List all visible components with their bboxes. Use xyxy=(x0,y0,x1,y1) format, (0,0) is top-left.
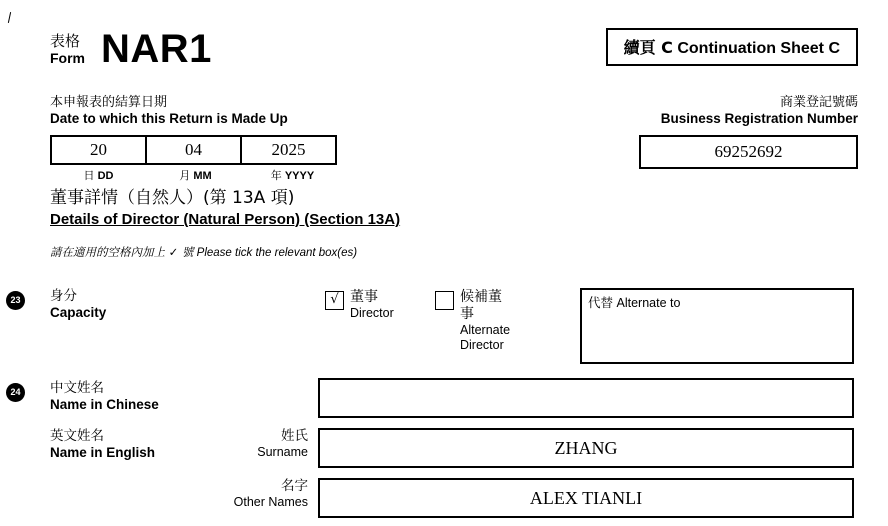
return-date-month-sublabel xyxy=(147,167,244,183)
business-registration-label-chinese: 商業登記號碼 xyxy=(779,95,858,110)
return-date-year-field[interactable]: 2025 xyxy=(271,140,306,159)
name-english-label-english: Name in English xyxy=(50,445,156,460)
section-title-chinese: 董事詳情（自然人）(第 13A 項) xyxy=(50,188,295,208)
continuation-sheet-chinese: 續頁 C xyxy=(623,38,673,57)
checkbox-director-label xyxy=(350,289,394,321)
return-date-day-sublabel-cn: 日 xyxy=(83,169,95,182)
continuation-sheet-english: Continuation Sheet C xyxy=(677,40,840,57)
return-date-label xyxy=(50,95,288,127)
return-date-day-sublabel xyxy=(50,167,147,183)
capacity-label xyxy=(50,288,106,321)
other-names-label xyxy=(198,478,308,510)
form-label-english: Form xyxy=(50,50,85,66)
checkbox-alternate-director[interactable] xyxy=(435,291,454,310)
name-chinese-label-english: Name in Chinese xyxy=(50,397,159,412)
name-english-label xyxy=(50,428,155,461)
return-date-day-sublabel-en: DD xyxy=(97,170,114,182)
business-registration-label-english: Business Registration Number xyxy=(660,111,858,126)
checkbox-director-label-cn: 董事 xyxy=(350,289,378,305)
checkbox-director-label-en: Director xyxy=(350,306,394,320)
return-date-label-english: Date to which this Return is Made Up xyxy=(50,111,288,126)
business-registration-number-field[interactable]: 69252692 xyxy=(639,135,858,169)
alternate-to-label-en: Alternate to xyxy=(616,296,681,310)
surname-field[interactable] xyxy=(318,428,854,468)
checkbox-alternate-director-label-en2: Director xyxy=(460,338,504,352)
return-date-year-sublabel xyxy=(244,167,341,183)
tick-instruction-english: Please tick the relevant box(es) xyxy=(196,247,358,259)
name-chinese-field[interactable] xyxy=(318,378,854,418)
return-date-label-chinese: 本申報表的結算日期 xyxy=(50,95,168,110)
alternate-to-label-cn: 代替 xyxy=(588,295,614,310)
item-number-24: 24 xyxy=(6,383,25,402)
checkbox-alternate-director-label xyxy=(460,289,510,353)
return-date-fields xyxy=(50,135,337,165)
surname-label-english: Surname xyxy=(257,445,308,459)
name-english-label-chinese: 英文姓名 xyxy=(50,428,104,444)
corner-registration-mark xyxy=(6,12,16,24)
other-names-field[interactable] xyxy=(318,478,854,518)
return-date-year-sublabel-en: YYYY xyxy=(284,170,315,182)
business-registration-label xyxy=(661,95,858,127)
other-names-label-english: Other Names xyxy=(233,495,308,509)
surname-label-chinese: 姓氏 xyxy=(281,428,308,444)
surname-label xyxy=(198,428,308,460)
return-date-day-field[interactable]: 20 xyxy=(52,137,147,163)
return-date-month-field[interactable]: 04 xyxy=(147,137,242,163)
return-date-sublabels xyxy=(50,167,341,183)
form-code: NAR1 xyxy=(101,27,212,71)
checkbox-alternate-director-label-cn: 候補董事 xyxy=(460,289,502,322)
other-names-label-chinese: 名字 xyxy=(281,478,308,494)
item-number-23: 23 xyxy=(6,291,25,310)
checkbox-alternate-director-label-en1: Alternate xyxy=(460,323,511,337)
form-label-chinese: 表格 xyxy=(50,32,81,50)
checkbox-director[interactable]: √ xyxy=(325,291,344,310)
alternate-to-field[interactable] xyxy=(580,288,854,364)
section-title-english: Details of Director (Natural Person) (Section 13A) xyxy=(50,211,401,228)
continuation-sheet-badge xyxy=(606,28,858,66)
capacity-label-chinese: 身分 xyxy=(50,288,77,304)
name-chinese-label-chinese: 中文姓名 xyxy=(50,380,104,396)
return-date-year-sublabel-cn: 年 xyxy=(270,169,282,182)
capacity-label-english: Capacity xyxy=(50,305,107,320)
form-header xyxy=(50,26,212,71)
surname-value: ZHANG xyxy=(554,438,618,458)
return-date-month-sublabel-cn: 月 xyxy=(179,169,191,182)
section-title xyxy=(50,188,400,229)
name-chinese-label xyxy=(50,380,159,413)
return-date-month-sublabel-en: MM xyxy=(193,170,212,182)
other-names-value: ALEX TIANLI xyxy=(529,488,643,508)
alternate-to-label xyxy=(588,293,680,311)
tick-instruction-chinese: 請在適用的空格內加上 ✓ 號 xyxy=(50,245,194,259)
tick-instruction xyxy=(50,244,357,260)
